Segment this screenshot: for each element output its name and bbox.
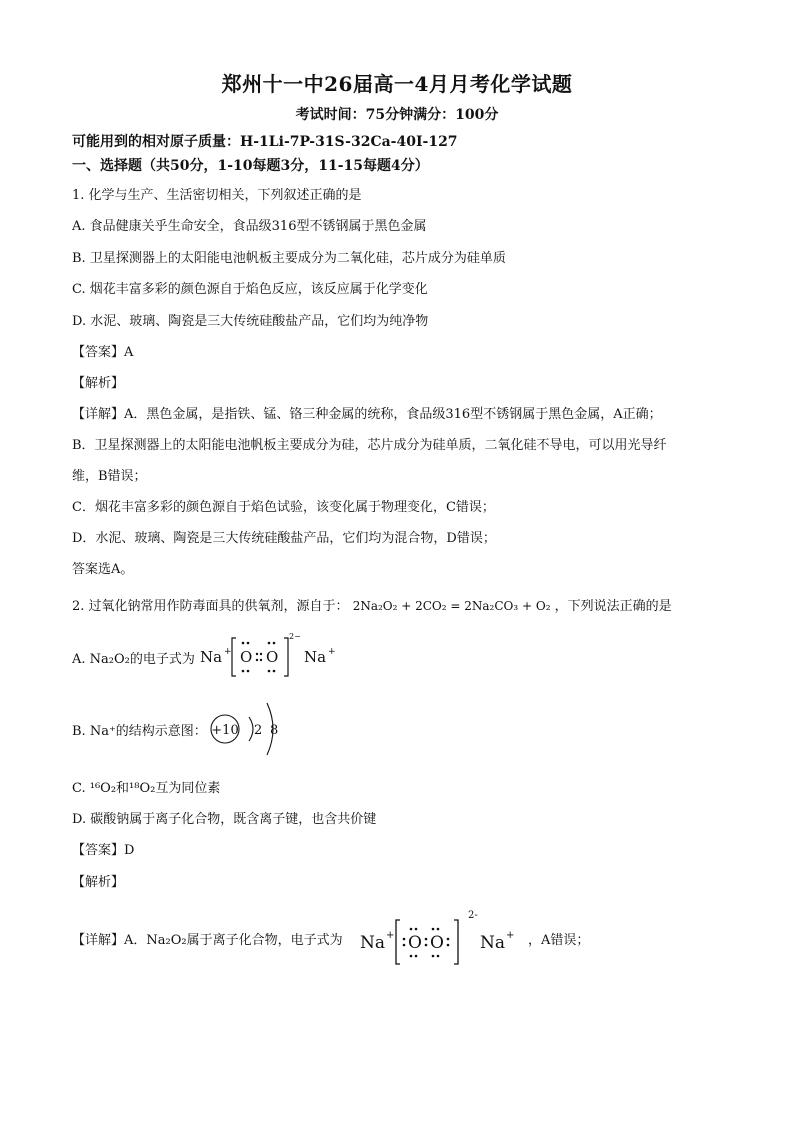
q2-detail-electron-formula	[358, 906, 528, 968]
detail-peroxide-charge: 2-	[468, 910, 478, 921]
detail-oxygen-2: O	[430, 933, 444, 953]
q2-stem	[72, 595, 672, 614]
detail-na-right: Na	[480, 933, 506, 953]
detail-left-bracket	[396, 920, 400, 964]
q2-option-c: C. ¹⁶O₂和¹⁸O₂互为同位素	[72, 781, 221, 796]
nucleus-charge: +10	[211, 723, 239, 738]
q1-option-b: B. 卫星探测器上的太阳能电池帆板主要成分为二氧化硅，芯片成分为硅单质	[72, 251, 506, 266]
section-header: 一、选择题（共50分，1-10每题3分，11-15每题4分）	[72, 158, 429, 174]
q2-option-d: D. 碳酸钠属于离子化合物，既含离子键，也含共价键	[72, 812, 377, 827]
page-title: 郑州十一中26届高一4月月考化学试题	[221, 72, 573, 96]
q2-stem-end: ，下列说法正确的是	[554, 599, 672, 614]
na-left: Na	[200, 648, 223, 666]
q2-equation: 2Na₂O₂ + 2CO₂ = 2Na₂CO₃ + O₂	[352, 599, 551, 613]
q1-answer: 【答案】A	[72, 345, 134, 360]
right-bracket	[284, 638, 288, 676]
shell-1-electrons: 2	[254, 723, 263, 738]
atomic-masses: 可能用到的相对原子质量：H-1Li-7P-31S-32Ca-40I-127	[72, 134, 458, 150]
na-ion-structure-diagram	[205, 695, 285, 765]
na-left-charge: +	[224, 647, 232, 657]
q1-option-a: A. 食品健康关乎生命安全，食品级316型不锈钢属于黑色金属	[72, 219, 427, 234]
q1-option-c: C. 烟花丰富多彩的颜色源自于焰色反应，该反应属于化学变化	[72, 282, 428, 297]
q1-stem: 1. 化学与生产、生活密切相关，下列叙述正确的是	[72, 188, 362, 203]
q1-detail-c: C．烟花丰富多彩的颜色源自于焰色试验，该变化属于物理变化，C错误；	[72, 500, 495, 515]
q2-answer: 【答案】D	[72, 843, 135, 858]
detail-oxygen-1: O	[408, 933, 422, 953]
q2-option-a-electron-formula	[196, 628, 346, 682]
q1-detail-a: 【详解】A．黑色金属，是指铁、锰、铬三种金属的统称，食品级316型不锈钢属于黑色金属，A正确；	[72, 407, 662, 422]
q2-stem-text: 2. 过氧化钠常用作防毒面具的供氧剂，源自于：	[72, 599, 349, 614]
oxygen-1: O	[240, 648, 253, 666]
q1-conclusion: 答案选A。	[72, 562, 134, 577]
q1-detail-b-cont: 维，B错误；	[72, 469, 147, 484]
q2-analysis-label: 【解析】	[72, 875, 125, 890]
oxygen-2: O	[266, 648, 279, 666]
shell-arc-1	[249, 717, 253, 741]
q2-detail-a-suffix: ，A错误；	[528, 933, 590, 948]
q2-option-a-label: A. Na₂O₂的电子式为	[72, 652, 195, 667]
q2-detail-a-prefix: 【详解】A．Na₂O₂属于离子化合物，电子式为	[72, 933, 343, 948]
detail-na-left: Na	[360, 933, 386, 953]
shell-2-electrons: 8	[270, 723, 279, 738]
peroxide-charge: 2−	[289, 632, 301, 641]
na-right: Na	[304, 648, 327, 666]
detail-na-right-charge: +	[506, 930, 515, 941]
na-right-charge: +	[328, 647, 336, 657]
exam-info: 考试时间：75分钟满分：100分	[295, 107, 499, 123]
q1-option-d: D. 水泥、玻璃、陶瓷是三大传统硅酸盐产品，它们均为纯净物	[72, 314, 429, 329]
q1-detail-b: B．卫星探测器上的太阳能电池帆板主要成分为硅，芯片成分为硅单质，二氧化硅不导电，可以用光导纤	[72, 438, 667, 453]
detail-right-bracket	[454, 920, 458, 964]
q2-option-b-label: B. Na⁺的结构示意图：	[72, 724, 207, 739]
detail-na-left-charge: +	[386, 930, 395, 941]
q1-detail-d: D．水泥、玻璃、陶瓷是三大传统硅酸盐产品，它们均为混合物，D错误；	[72, 531, 496, 546]
left-bracket	[232, 638, 236, 676]
q1-analysis-label: 【解析】	[72, 376, 125, 391]
